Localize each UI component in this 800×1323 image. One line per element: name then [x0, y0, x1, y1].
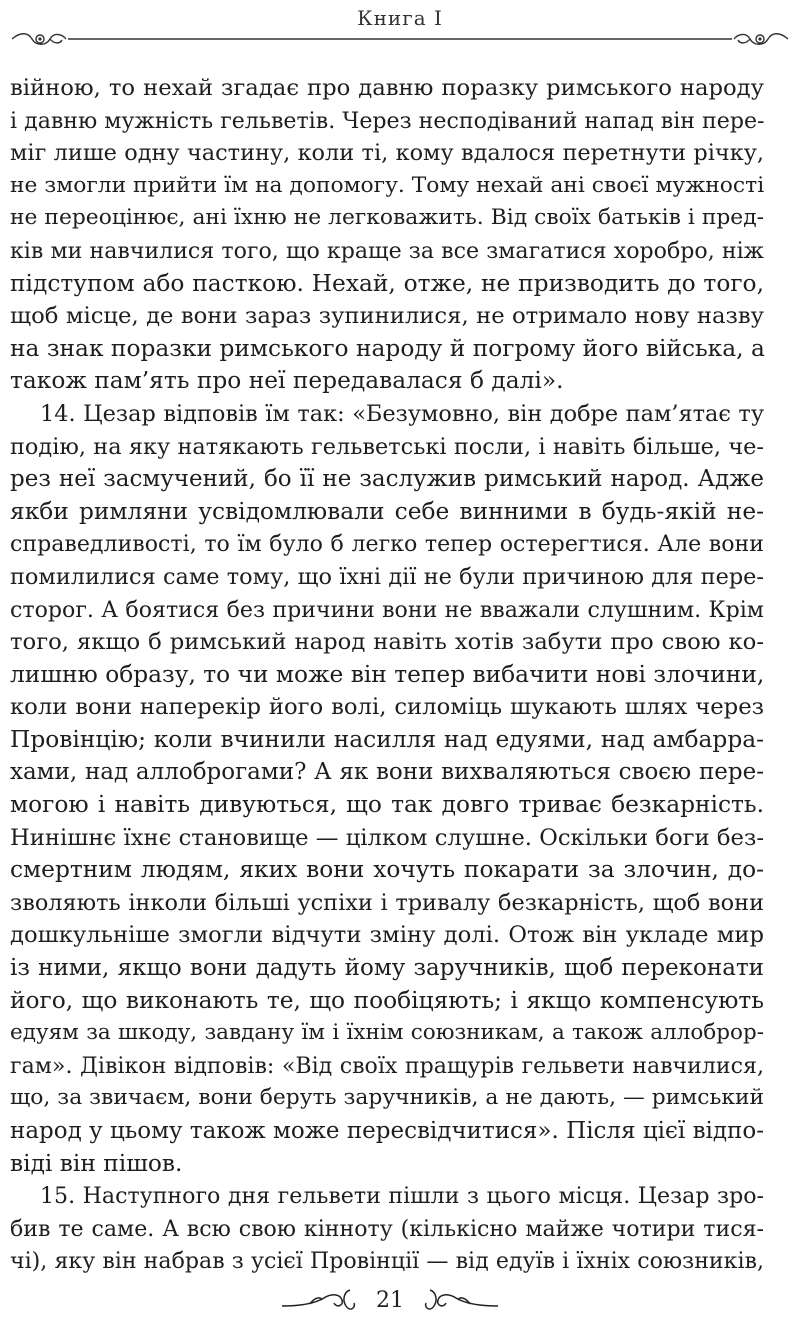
- text-line: того, якщо б римський народ навіть хотів забути про свою ко-: [10, 629, 764, 656]
- text-line: народ у цьому також може пересвідчитися». Після цієї відпо-: [10, 1118, 764, 1144]
- text-line: віді він пішов.: [10, 1149, 183, 1177]
- text-line: Нинішнє їхнє становище — цілком слушне. Оскільки боги без-: [10, 824, 764, 851]
- text-line: ків ми навчилися того, що краще за все змагатися хоробро, ніж: [10, 237, 764, 264]
- text-line: коли вони наперекір його волі, силоміць шукають шлях через: [10, 694, 764, 721]
- text-line: сторог. А боятися без причини вони не вважали слушним. Крім: [10, 596, 764, 623]
- text-line: на знак поразки римського народу й погрому його війська, а: [10, 334, 765, 362]
- text-line: і давню мужність гельветів. Через несподіваний напад він пере-: [10, 107, 765, 134]
- header-ornamental-rule: [10, 26, 790, 52]
- text-line: дошкульніше змогли відчути зміну долі. Отож він укладе мир: [10, 922, 764, 949]
- text-line: подію, на яку натякають гельветські посли, і навіть більше, че-: [10, 433, 764, 460]
- text-line: лишню образу, то чи може він тепер вибачити нові злочини,: [10, 660, 765, 688]
- text-line: зволяють інколи більші успіхи і тривалу безкарність, щоб вони: [10, 889, 764, 916]
- text-line: 14. Цезар відповів їм так: «Безумовно, він добре пам’ятає ту: [40, 400, 764, 427]
- body-text: [10, 72, 764, 1278]
- text-line: щоб місце, де вони зараз зупинилися, не отримало нову назву: [10, 303, 764, 330]
- text-line: бив те саме. А всю свою кінноту (кількісно майже чотири тися-: [10, 1215, 764, 1242]
- text-line: хами, над аллоброгами? А як вони вихваляються своєю пере-: [10, 759, 764, 786]
- text-line: міг лише одну частину, коли ті, кому вдалося перетнути річку,: [10, 140, 764, 167]
- text-line: не переоцінює, ані їхню не легковажить. Від своїх батьків і пред-: [10, 205, 764, 231]
- text-line: чі), яку він набрав з усієї Провінції — від едуїв і їхніх союзників,: [10, 1248, 764, 1275]
- text-line: гам». Дівікон відповів: «Від своїх пращурів гельвети навчилися,: [10, 1052, 764, 1079]
- text-line: могою і навіть дивуються, що так довго триває безкарність.: [10, 791, 764, 819]
- text-line: Провінцію; коли вчинили насилля над едуями, над амбарра-: [10, 725, 764, 753]
- text-line: якби римляни усвідомлювали себе винними в будь-якій не-: [10, 497, 764, 525]
- text-line: едуям за шкоду, завдану їм і їхнім союзникам, а також аллоброр-: [10, 1020, 764, 1046]
- text-line: із ними, якщо вони дадуть йому заручників, щоб переконати: [10, 955, 764, 982]
- text-line: що, за звичаєм, вони беруть заручників, а не дають, — римський: [10, 1085, 764, 1111]
- text-line: не змогли прийти їм на допомогу. Тому нехай ані своєї мужності: [10, 172, 765, 198]
- text-line: рез неї засмучений, бо її не заслужив римський народ. Адже: [10, 466, 764, 493]
- page-folio: [280, 1284, 500, 1320]
- folio-right-ornament: [420, 1284, 500, 1314]
- running-head-title: Книга I: [357, 6, 443, 30]
- text-line: смертним людям, яких вони хочуть покарати за злочин, до-: [10, 856, 764, 884]
- text-line: підступом або пасткою. Нехай, отже, не призводить до того,: [10, 269, 764, 297]
- text-line: справедливості, то їм було б легко тепер остерегтися. Але вони: [10, 531, 764, 558]
- page-number: 21: [376, 1288, 404, 1313]
- text-line: також пам’ять про неї передавалася б далі».: [10, 367, 564, 395]
- text-line: 15. Наступного дня гельвети пішли з цього місця. Цезар зро-: [40, 1183, 764, 1210]
- text-line: його, що виконають те, що пообіцяють; і якщо компенсують: [10, 986, 764, 1014]
- text-line: війною, то нехай згадає про давню поразку римського народу: [10, 75, 764, 101]
- text-line: помилилися саме тому, що їхні дії не були причиною для пере-: [10, 563, 764, 590]
